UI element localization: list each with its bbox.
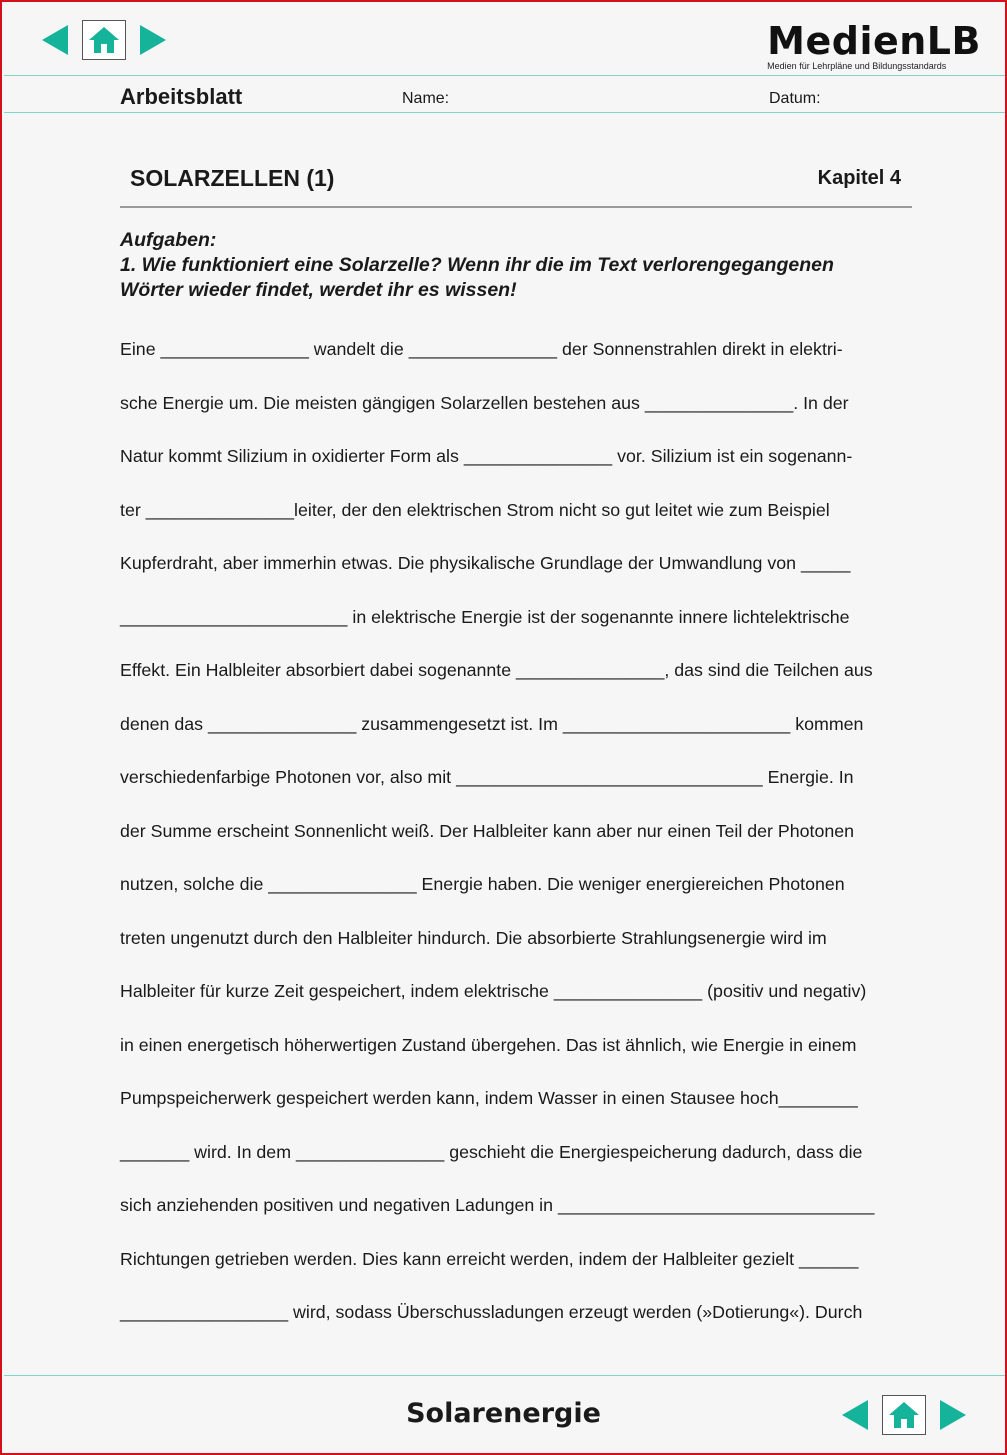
text-line: Natur kommt Silizium in oxidierter Form als _______________ vor. Silizium ist ein sogenann- bbox=[120, 446, 853, 466]
previous-page-arrow-icon[interactable] bbox=[42, 25, 68, 55]
home-icon bbox=[87, 25, 121, 55]
home-button[interactable] bbox=[82, 20, 126, 60]
footer-divider bbox=[4, 1375, 1005, 1376]
next-page-arrow-icon[interactable] bbox=[140, 25, 166, 55]
task-heading: Aufgaben: bbox=[120, 229, 217, 251]
text-line: _______ wird. In dem _______________ geschieht die Energiespeicherung dadurch, dass die bbox=[120, 1141, 863, 1162]
chapter-label: Kapitel 4 bbox=[817, 167, 901, 189]
worksheet-label: Arbeitsblatt bbox=[120, 84, 243, 109]
home-icon bbox=[887, 1400, 921, 1430]
title-rule bbox=[120, 206, 912, 208]
text-line: Kupferdraht, aber immerhin etwas. Die physikalische Grundlage der Umwandlung von _____ bbox=[120, 553, 851, 573]
text-line: _______________________ in elektrische Energie ist der sogenannte innere lichtelektrische bbox=[120, 606, 850, 627]
bottom-navigation bbox=[842, 1395, 966, 1435]
header-divider-top bbox=[4, 75, 1005, 76]
worksheet-header-row bbox=[2, 84, 1005, 112]
previous-page-arrow-icon[interactable] bbox=[842, 1400, 868, 1430]
text-line: in einen energetisch höherwertigen Zustand übergehen. Das ist ähnlich, wie Energie in einem bbox=[120, 1034, 857, 1055]
name-label: Name: bbox=[402, 90, 450, 107]
cloze-text bbox=[120, 335, 920, 1352]
task-line-2: Wörter wieder findet, werdet ihr es wissen! bbox=[120, 279, 517, 301]
text-line: verschiedenfarbige Photonen vor, also mit _______________________________ Energie. In bbox=[120, 767, 854, 787]
text-line: Pumpspeicherwerk gespeichert werden kann, indem Wasser in einen Stausee hoch________ bbox=[120, 1088, 858, 1108]
text-line: nutzen, solche die _______________ Energie haben. Die weniger energiereichen Photonen bbox=[120, 874, 845, 894]
text-line: Eine _______________ wandelt die _______________ der Sonnenstrahlen direkt in elektri- bbox=[120, 339, 843, 359]
home-button[interactable] bbox=[882, 1395, 926, 1435]
date-label: Datum: bbox=[769, 90, 821, 107]
text-line: sche Energie um. Die meisten gängigen Solarzellen bestehen aus _______________. In der bbox=[120, 392, 849, 413]
next-page-arrow-icon[interactable] bbox=[940, 1400, 966, 1430]
text-line: ter _______________leiter, der den elektrischen Strom nicht so gut leitet wie zum Beispiel bbox=[120, 499, 830, 520]
text-line: _________________ wird, sodass Überschussladungen erzeugt werden (»Dotierung«). Durch bbox=[120, 1302, 863, 1322]
text-line: Effekt. Ein Halbleiter absorbiert dabei sogenannte _______________, das sind die Teilchen aus bbox=[120, 660, 873, 680]
text-line: treten ungenutzt durch den Halbleiter hindurch. Die absorbierte Strahlungsenergie wird im bbox=[120, 927, 827, 948]
text-line: sich anziehenden positiven und negativen Ladungen in ________________________________ bbox=[120, 1195, 875, 1215]
header-divider-bottom bbox=[4, 112, 1005, 113]
text-line: Richtungen getrieben werden. Dies kann erreicht werden, indem der Halbleiter gezielt ______ bbox=[120, 1248, 859, 1269]
footer-title: Solarenergie bbox=[406, 1398, 601, 1429]
task-instructions bbox=[120, 228, 834, 303]
logo-brand: MedienLB bbox=[767, 19, 981, 63]
text-line: denen das _______________ zusammengesetzt ist. Im _______________________ kommen bbox=[120, 713, 864, 734]
medienlb-logo bbox=[767, 19, 981, 71]
task-line-1: 1. Wie funktioniert eine Solarzelle? Wenn ihr die im Text verlorengegangenen bbox=[120, 254, 834, 276]
top-navigation bbox=[42, 20, 166, 60]
text-line: der Summe erscheint Sonnenlicht weiß. Der Halbleiter kann aber nur einen Teil der Photonen bbox=[120, 820, 855, 841]
logo-tagline: Medien für Lehrpläne und Bildungsstandards bbox=[767, 61, 947, 71]
worksheet-title: SOLARZELLEN (1) bbox=[130, 165, 335, 191]
text-line: Halbleiter für kurze Zeit gespeichert, indem elektrische _______________ (positiv und negativ) bbox=[120, 981, 867, 1001]
